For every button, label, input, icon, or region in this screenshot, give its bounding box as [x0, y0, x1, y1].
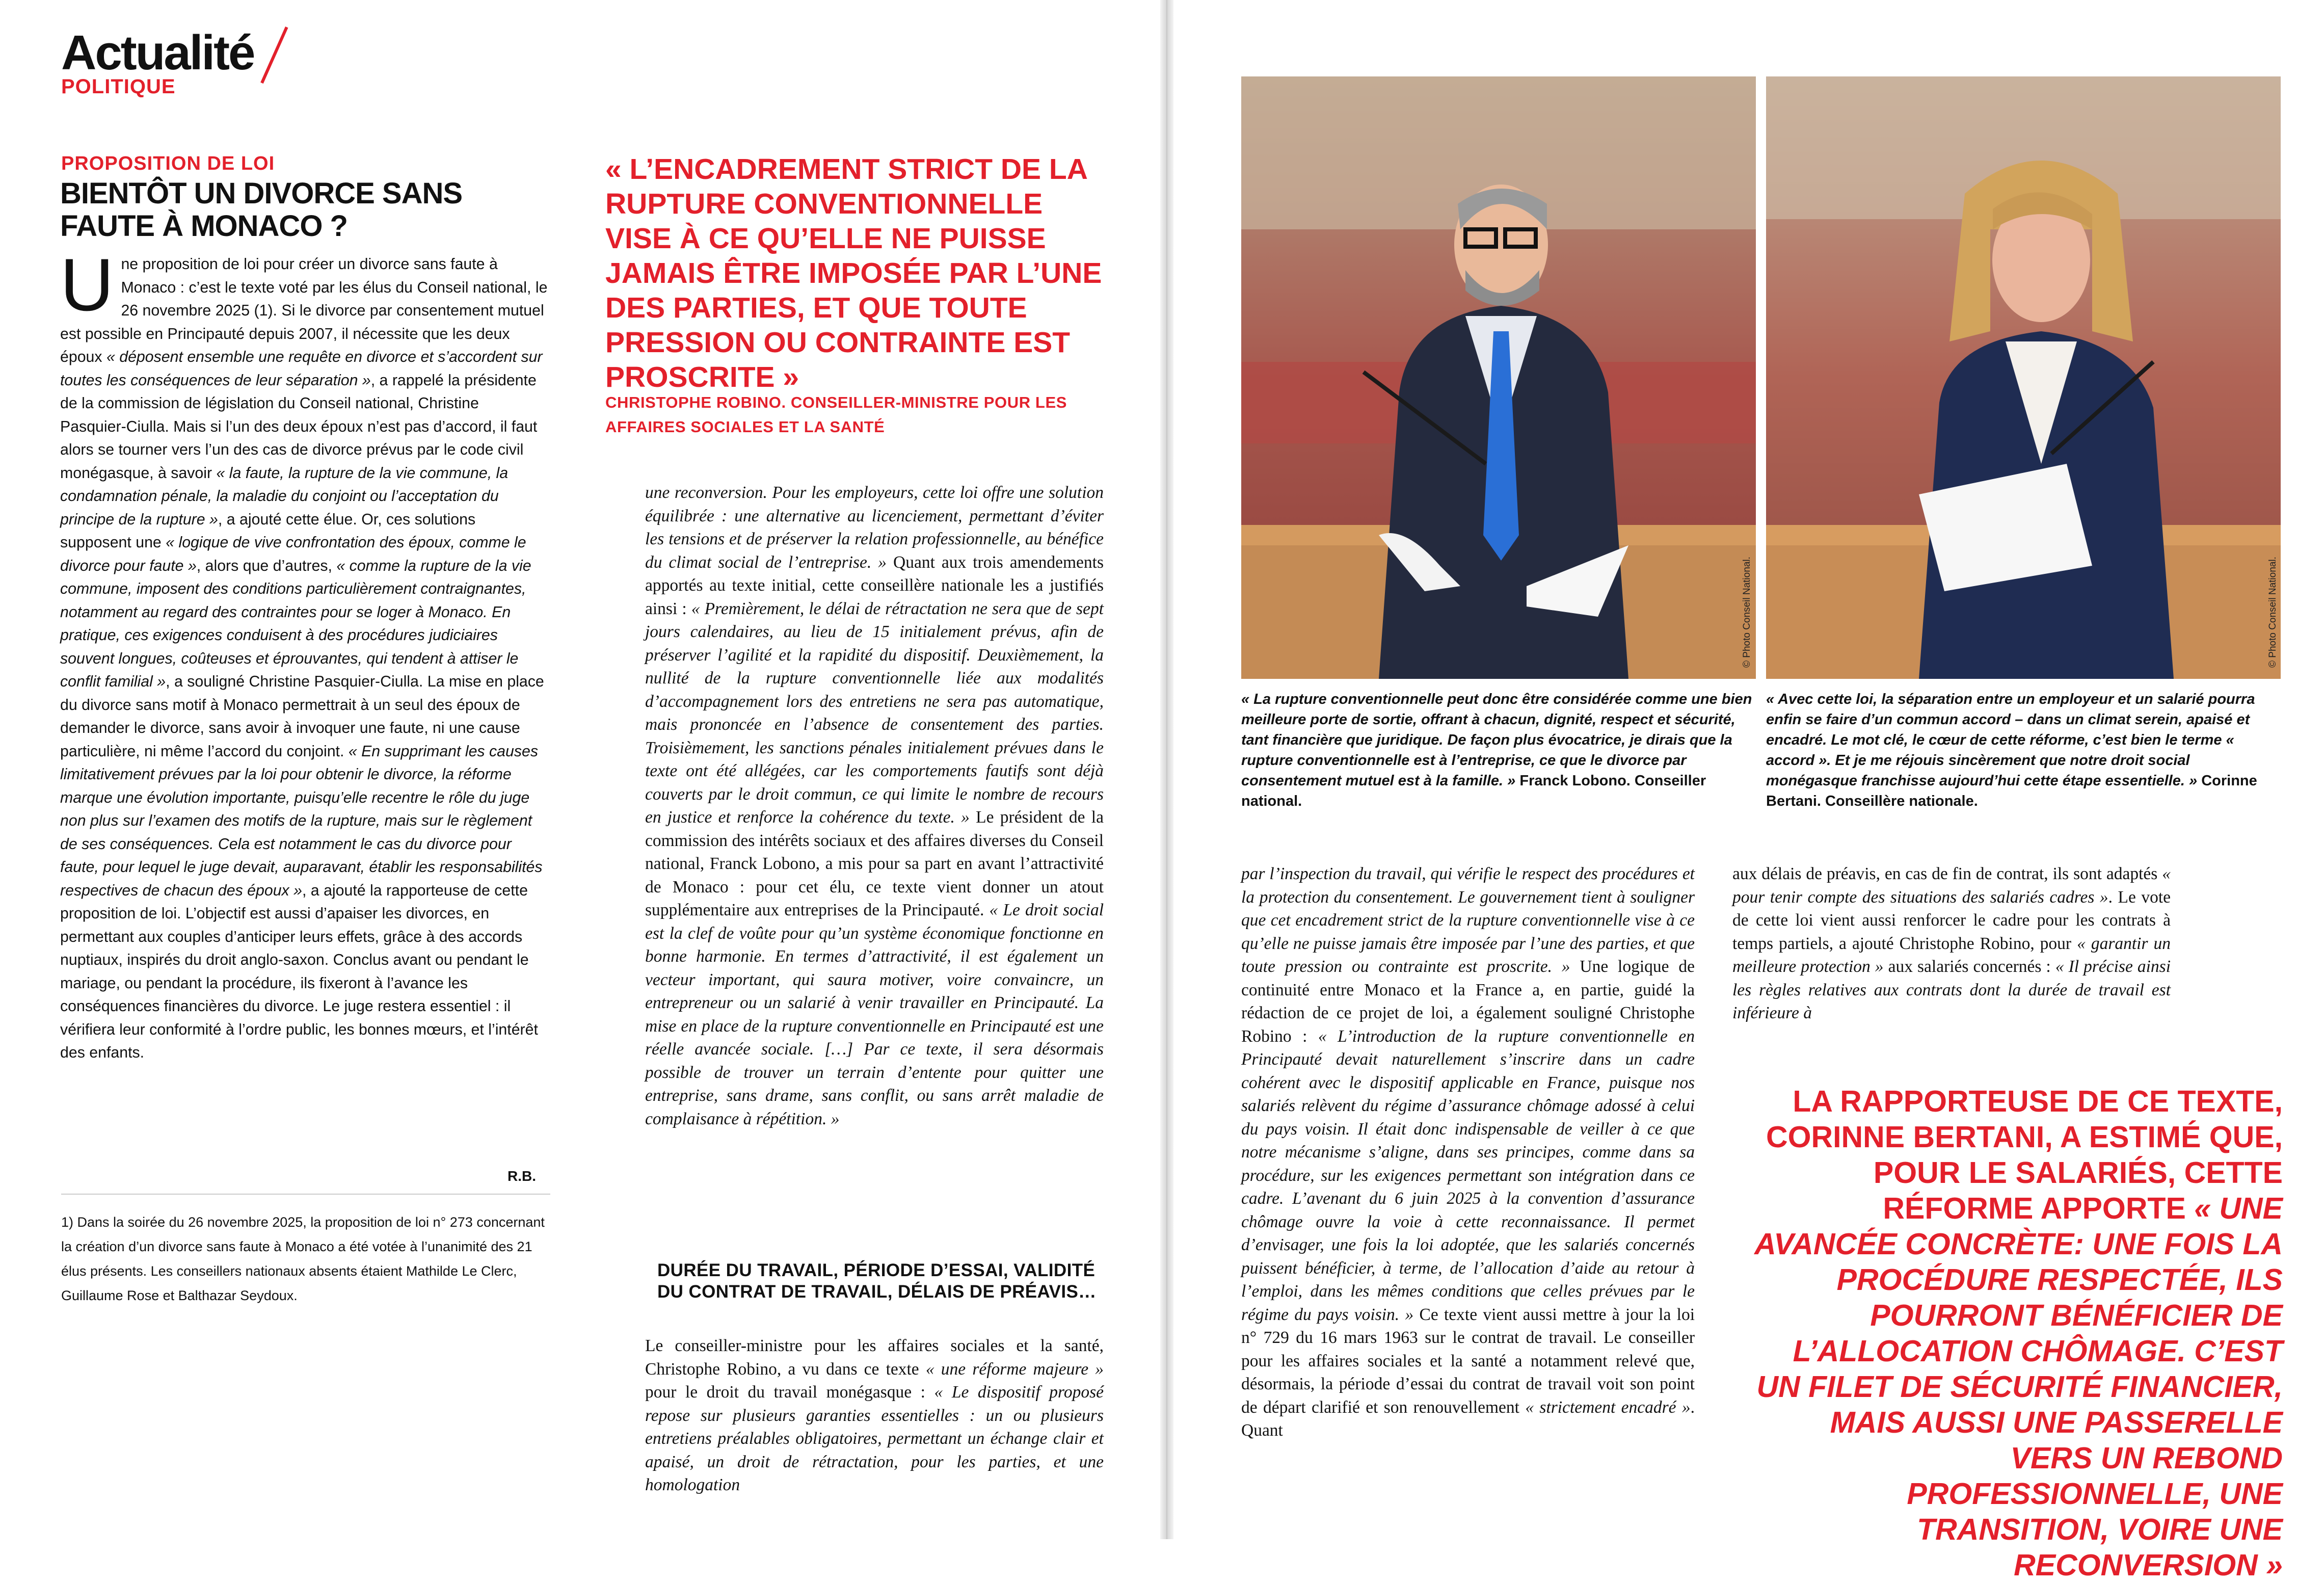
- photo-corinne-bertani: [1766, 76, 2281, 679]
- footnote: 1) Dans la soirée du 26 novembre 2025, la proposition de loi n° 273 concernant la création d’un divorce sans faute à Monaco a été votée à l’unanimité des 21 élus présents. Les conseillers nationaux absents étaient Mathilde Le Clerc, Guillaume Rose et Balthazar Seydoux.: [61, 1215, 545, 1303]
- big-pull-quote: LA RAPPORTEUSE DE CE TEXTE, CORINNE BERTANI, A ESTIMÉ QUE, POUR LE SALARIÉS, CETTE RÉFORME APPORTE « UNE AVANCÉE CONCRÈTE: UNE FOIS LA PROCÉDURE RESPECTÉE, ILS POURRONT BÉNÉFICIER DE L’ALLOCATION CHÔMAGE. C’EST UN FILET DE SÉCURITÉ FINANCIER, MAIS AUSSI UNE PASSERELLE VERS UN REBOND PROFESSIONNELLE, UNE TRANSITION, VOIRE UNE RECONVERSION »: [1754, 1085, 2283, 1582]
- photo-scene-right: [1766, 76, 2281, 679]
- section-slash: [260, 27, 288, 84]
- caption-franck-lobono: « La rupture conventionnelle peut donc être considérée comme une bien meilleure porte de sortie, offrant à chacun, dignité, respect et sécurité, tant financière que juridique. De façon plus évocatrice, je dirais que la rupture conventionnelle est à l’entreprise, ce que le divorce par consentement mutuel est à la famille. » Franck Lobono. Conseiller national.: [1241, 691, 1752, 809]
- section-subtitle: POLITIQUE: [61, 75, 176, 98]
- body-column-1: Une proposition de loi pour créer un divorce sans faute à Monaco : c’est le texte voté par les élus du Conseil national, le 26 novembre 2025 (1). Si le divorce par consentement mutuel est possible en Principauté depuis 2007, il nécessite que les deux époux « déposent ensemble une requête en divorce et s’accordent sur toutes les conséquences de leur séparation », a rappelé la présidente de la commission de législation du Conseil national, Christine Pasquier-Ciulla. Mais si l’un des deux époux n’est pas d’accord, il faut alors se tourner vers l’un des cas de divorce prévus par le code civil monégasque, à savoir « la faute, la rupture de la vie commune, la condamnation pénale, la maladie du conjoint ou l’acceptation du principe de la rupture », a ajouté cette élue. Or, ces solutions supposent une « logique de vive confrontation des époux, comme le divorce pour faute », alors que d’autres, « comme la rupture de la vie commune, imposent des conditions particulièrement contraignantes, notamment au regard des contraintes pour se loger à Monaco. En pratique, ces exigences conduisent à des procédures judiciaires souvent longues, coûteuses et éprouvantes, qui tendent à attiser le conflit familial », a souligné Christine Pasquier-Ciulla. La mise en place du divorce sans motif à Monaco permettrait à un seul des époux de demander le divorce, sans avoir à invoquer une faute, ni une cause particulière, ni même l’accord du conjoint. « En supprimant les causes limitativement prévues par la loi pour obtenir le divorce, la réforme marque une évolution importante, puisqu’elle recentre le rôle du juge non plus sur l’examen des motifs de la rupture, mais sur le règlement de ses conséquences. Cela est notamment le cas du divorce pour faute, pour lequel le juge devait, auparavant, établir les responsabilités respectives de chacun des époux », a ajouté la rapporteuse de cette proposition de loi. L’objectif est aussi d’apaiser les divorces, en permettant aux couples d’anticiper leurs effets, grâce à des accords nuptiaux, inspirés du droit anglo-saxon. Conclus avant ou pendant le mariage, ou pendant la procédure, ils fixeront à l’avance les conséquences financières du divorce. Le juge restera essentiel : il vérifiera leur conformité à l’ordre public, les bonnes mœurs, et l’intérêt des enfants.: [60, 243, 548, 1061]
- section-title: Actualité: [61, 25, 254, 80]
- body-column-4: aux délais de préavis, en cas de fin de contrat, ils sont adaptés « pour tenir compte des situations des salariés cadres ». Le vote de cette loi vient aussi renforcer le cadre pour les contrats à temps partiels, a ajouté Christophe Robino, pour « garantir un meilleure protection » aux salariés concernés : « Il précise ainsi les règles relatives aux contrats dont la durée de travail est inférieure à: [1732, 864, 2171, 1022]
- pull-quote: « L’ENCADREMENT STRICT DE LA RUPTURE CONVENTIONNELLE VISE À CE QU’ELLE NE PUISSE JAMAIS ÊTRE IMPOSÉE PAR L’UNE DES PARTIES, ET QUE TOUTE PRESSION OU CONTRAINTE EST PROSCRITE »: [605, 153, 1102, 393]
- photo-credit-right: © Photo Conseil National.: [2267, 557, 2278, 668]
- article-signature: R.B.: [507, 1168, 536, 1184]
- photo-franck-lobono: [1241, 76, 1756, 679]
- body-column-2-top: une reconversion. Pour les employeurs, cette loi offre une solution équilibrée : une alternative au licenciement, permettant d’éviter les tensions et de préserver la relation professionnelle, au bénéfice du climat social de l’entreprise. » Quant aux trois amendements apportés au texte initial, cette conseillère nationale les a justifiés ainsi : « Premièrement, le délai de rétractation ne sera que de sept jours calendaires, au lieu de 15 initialement prévus, afin de préserver l’agilité et la rapidité du dispositif. Deuxièmement, la nullité de la rupture conventionnelle liée aux modalités d’accompagnement lors des entretiens ne sera pas automatique, mais prononcée en l’absence de consentement des parties. Troisièmement, les sanctions pénales initialement prévues dans le texte ont été allégées, car les comportements fautifs sont déjà couverts par le droit commun, ce qui limite le nombre de recours en justice et renforce la cohérence du texte. » Le président de la commission des intérêts sociaux et des affaires diverses du Conseil national, Franck Lobono, a mis pour sa part en avant l’attractivité de Monaco : pour cet élu, ce texte vient donner un atout supplémentaire aux entreprises de la Principauté. « Le droit social est la clef de voûte pour qu’un système économique fonctionne en bonne harmonie. En termes d’attractivité, il est également un vecteur important, qui saura motiver, voire convaincre, un entrepreneur ou un salarié à venir travailler en Principauté. La mise en place de la rupture conventionnelle en Principauté est une réelle avancée sociale. […] Par ce texte, il sera désormais possible de trouver un terrain d’entente pour quitter une entreprise, sans drame, sans conflit, ou sans arrêt maladie de complaisance à répétition. »: [645, 483, 1104, 1128]
- footnote-rule: [61, 1194, 550, 1195]
- body-column-3: par l’inspection du travail, qui vérifie le respect des procédures et la protection du consentement. Le gouvernement tient à souligner que cet encadrement strict de la rupture conventionnelle vise à ce qu’elle ne puisse jamais être imposée par l’une des parties, et que toute pression ou contrainte est proscrite. » Une logique de continuité entre Monaco et la France a, en partie, guidé la rédaction de ce projet de loi, a également souligné Christophe Robino : « L’introduction de la rupture conventionnelle en Principauté devait naturellement s’inscrire dans un cadre cohérent avec le dispositif applicable en France, puisque nos salariés relèvent du régime d’assurance chômage adossé à celui du pays voisin. Il était donc indispensable de veiller à ce que notre mécanisme s’aligne, dans ses principes, comme dans sa procédure, sur les exigences permettant son intégration dans ce cadre. L’avenant du 6 juin 2025 à la convention d’assurance chômage ouvre la voie à cette reconnaissance. Il permet d’envisager, une fois la loi adoptée, que les salariés concernés puissent bénéficier, à terme, de l’allocation d’aide au retour à l’emploi, dans les mêmes conditions que celles prévues par le régime du pays voisin. » Ce texte vient aussi mettre à jour la loi n° 729 du 16 mars 1963 sur le contrat de travail. Le conseiller pour les affaires sociales et la santé a notamment relevé que, désormais, la période d’essai du contrat de travail voit son point de départ clarifié et son renouvellement « strictement encadré ». Quant: [1241, 864, 1695, 1440]
- dropcap: U: [60, 243, 114, 326]
- article-kicker: PROPOSITION DE LOI: [61, 153, 275, 174]
- page-gutter: [1160, 0, 1173, 1539]
- pull-quote-attribution: CHRISTOPHE ROBINO. CONSEILLER-MINISTRE POUR LES AFFAIRES SOCIALES ET LA SANTÉ: [605, 393, 1067, 436]
- body-column-2-bottom: Le conseiller-ministre pour les affaires sociales et la santé, Christophe Robino, a vu dans ce texte « une réforme majeure » pour le droit du travail monégasque : « Le dispositif proposé repose sur plusieurs garanties essentielles : un ou plusieurs entretiens préalables obligatoires, permettant un échange clair et apaisé, un droit de rétractation, pour les parties, et une homologation: [645, 1336, 1104, 1494]
- article-title: BIENTÔT UN DIVORCE SANS FAUTE À MONACO ?: [60, 177, 463, 243]
- caption-corinne-bertani: « Avec cette loi, la séparation entre un employeur et un salarié pourra enfin se faire d’un commun accord – dans un climat serein, apaisé et encadré. Le mot clé, le cœur de cette réforme, c’est bien le terme « accord ». Et je me réjouis sincèrement que notre droit social monégasque franchisse aujourd’hui cette étape essentielle. » Corinne Bertani. Conseillère nationale.: [1766, 691, 2257, 809]
- photo-credit-left: © Photo Conseil National.: [1742, 557, 1752, 668]
- photo-scene-left: [1241, 76, 1756, 679]
- section-subhead: DURÉE DU TRAVAIL, PÉRIODE D’ESSAI, VALIDITÉ DU CONTRAT DE TRAVAIL, DÉLAIS DE PRÉAVIS…: [657, 1260, 1097, 1302]
